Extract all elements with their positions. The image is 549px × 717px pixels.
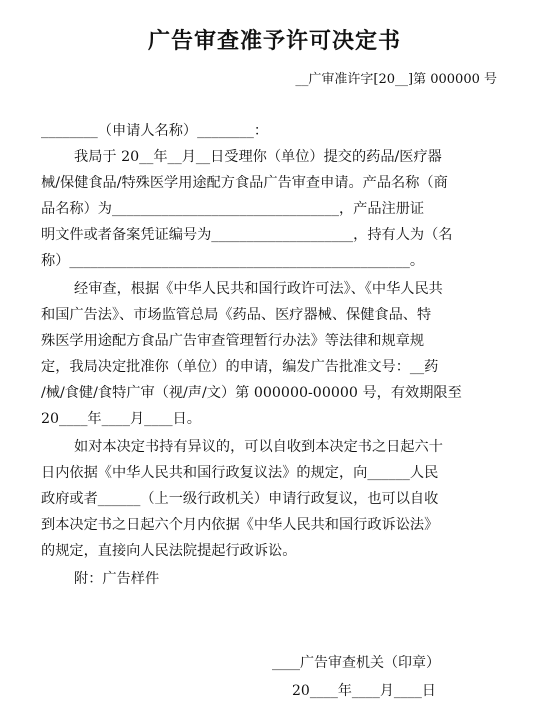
- paragraph-3-line: 如对本决定书持有异议的，可以自收到本决定书之日起六十: [74, 439, 443, 455]
- paragraph-1-line: 明文件或者备案凭证编号为____________________，持有人为（名: [41, 227, 453, 243]
- paragraph-2-line: 20____年____月____日。: [41, 411, 201, 427]
- paragraph-2-line: 定，我局决定批准你（单位）的申请，编发广告批准文号：__药: [41, 359, 439, 375]
- paragraph-3-line: 到本决定书之日起六个月内依据《中华人民共和国行政诉讼法》: [41, 517, 439, 533]
- addressee-line: ________（申请人名称）________：: [41, 123, 269, 139]
- paragraph-1-line: 我局于 20__年__月__日受理你（单位）提交的药品/医疗器: [74, 149, 442, 165]
- issue-date: 20____年____月____日: [292, 683, 436, 699]
- document-number: __广审准许字[20__]第 000000 号: [295, 72, 497, 87]
- paragraph-2-line: 和国广告法》、市场监管总局《药品、医疗器械、保健食品、特: [41, 307, 432, 323]
- paragraph-2-line: /械/食健/食特广审（视/声/文）第 000000-00000 号，有效期限至: [41, 385, 462, 401]
- paragraph-3-line: 的规定，直接向人民法院提起行政诉讼。: [41, 543, 297, 559]
- paragraph-3-line: 日内依据《中华人民共和国行政复议法》的规定，向______人民: [41, 465, 439, 481]
- paragraph-1-line: 械/保健食品/特殊医学用途配方食品广告审查申请。产品名称（商: [41, 175, 448, 191]
- document-title: 广告审查准予许可决定书: [147, 28, 401, 54]
- paragraph-2-line: 殊医学用途配方食品广告审查管理暂行办法》等法律和规章规: [41, 333, 425, 349]
- issuing-agency-seal: ____广告审查机关（印章）: [272, 655, 440, 671]
- attachment-line: 附：广告样件: [74, 571, 160, 587]
- paragraph-2-line: 经审查，根据《中华人民共和国行政许可法》、《中华人民共: [74, 281, 443, 297]
- paragraph-1-line: 称）________________________________________________。: [41, 253, 425, 269]
- paragraph-1-line: 品名称）为________________________________，产品注册证: [41, 201, 425, 217]
- paragraph-3-line: 政府或者______（上一级行政机关）申请行政复议，也可以自收: [41, 491, 439, 507]
